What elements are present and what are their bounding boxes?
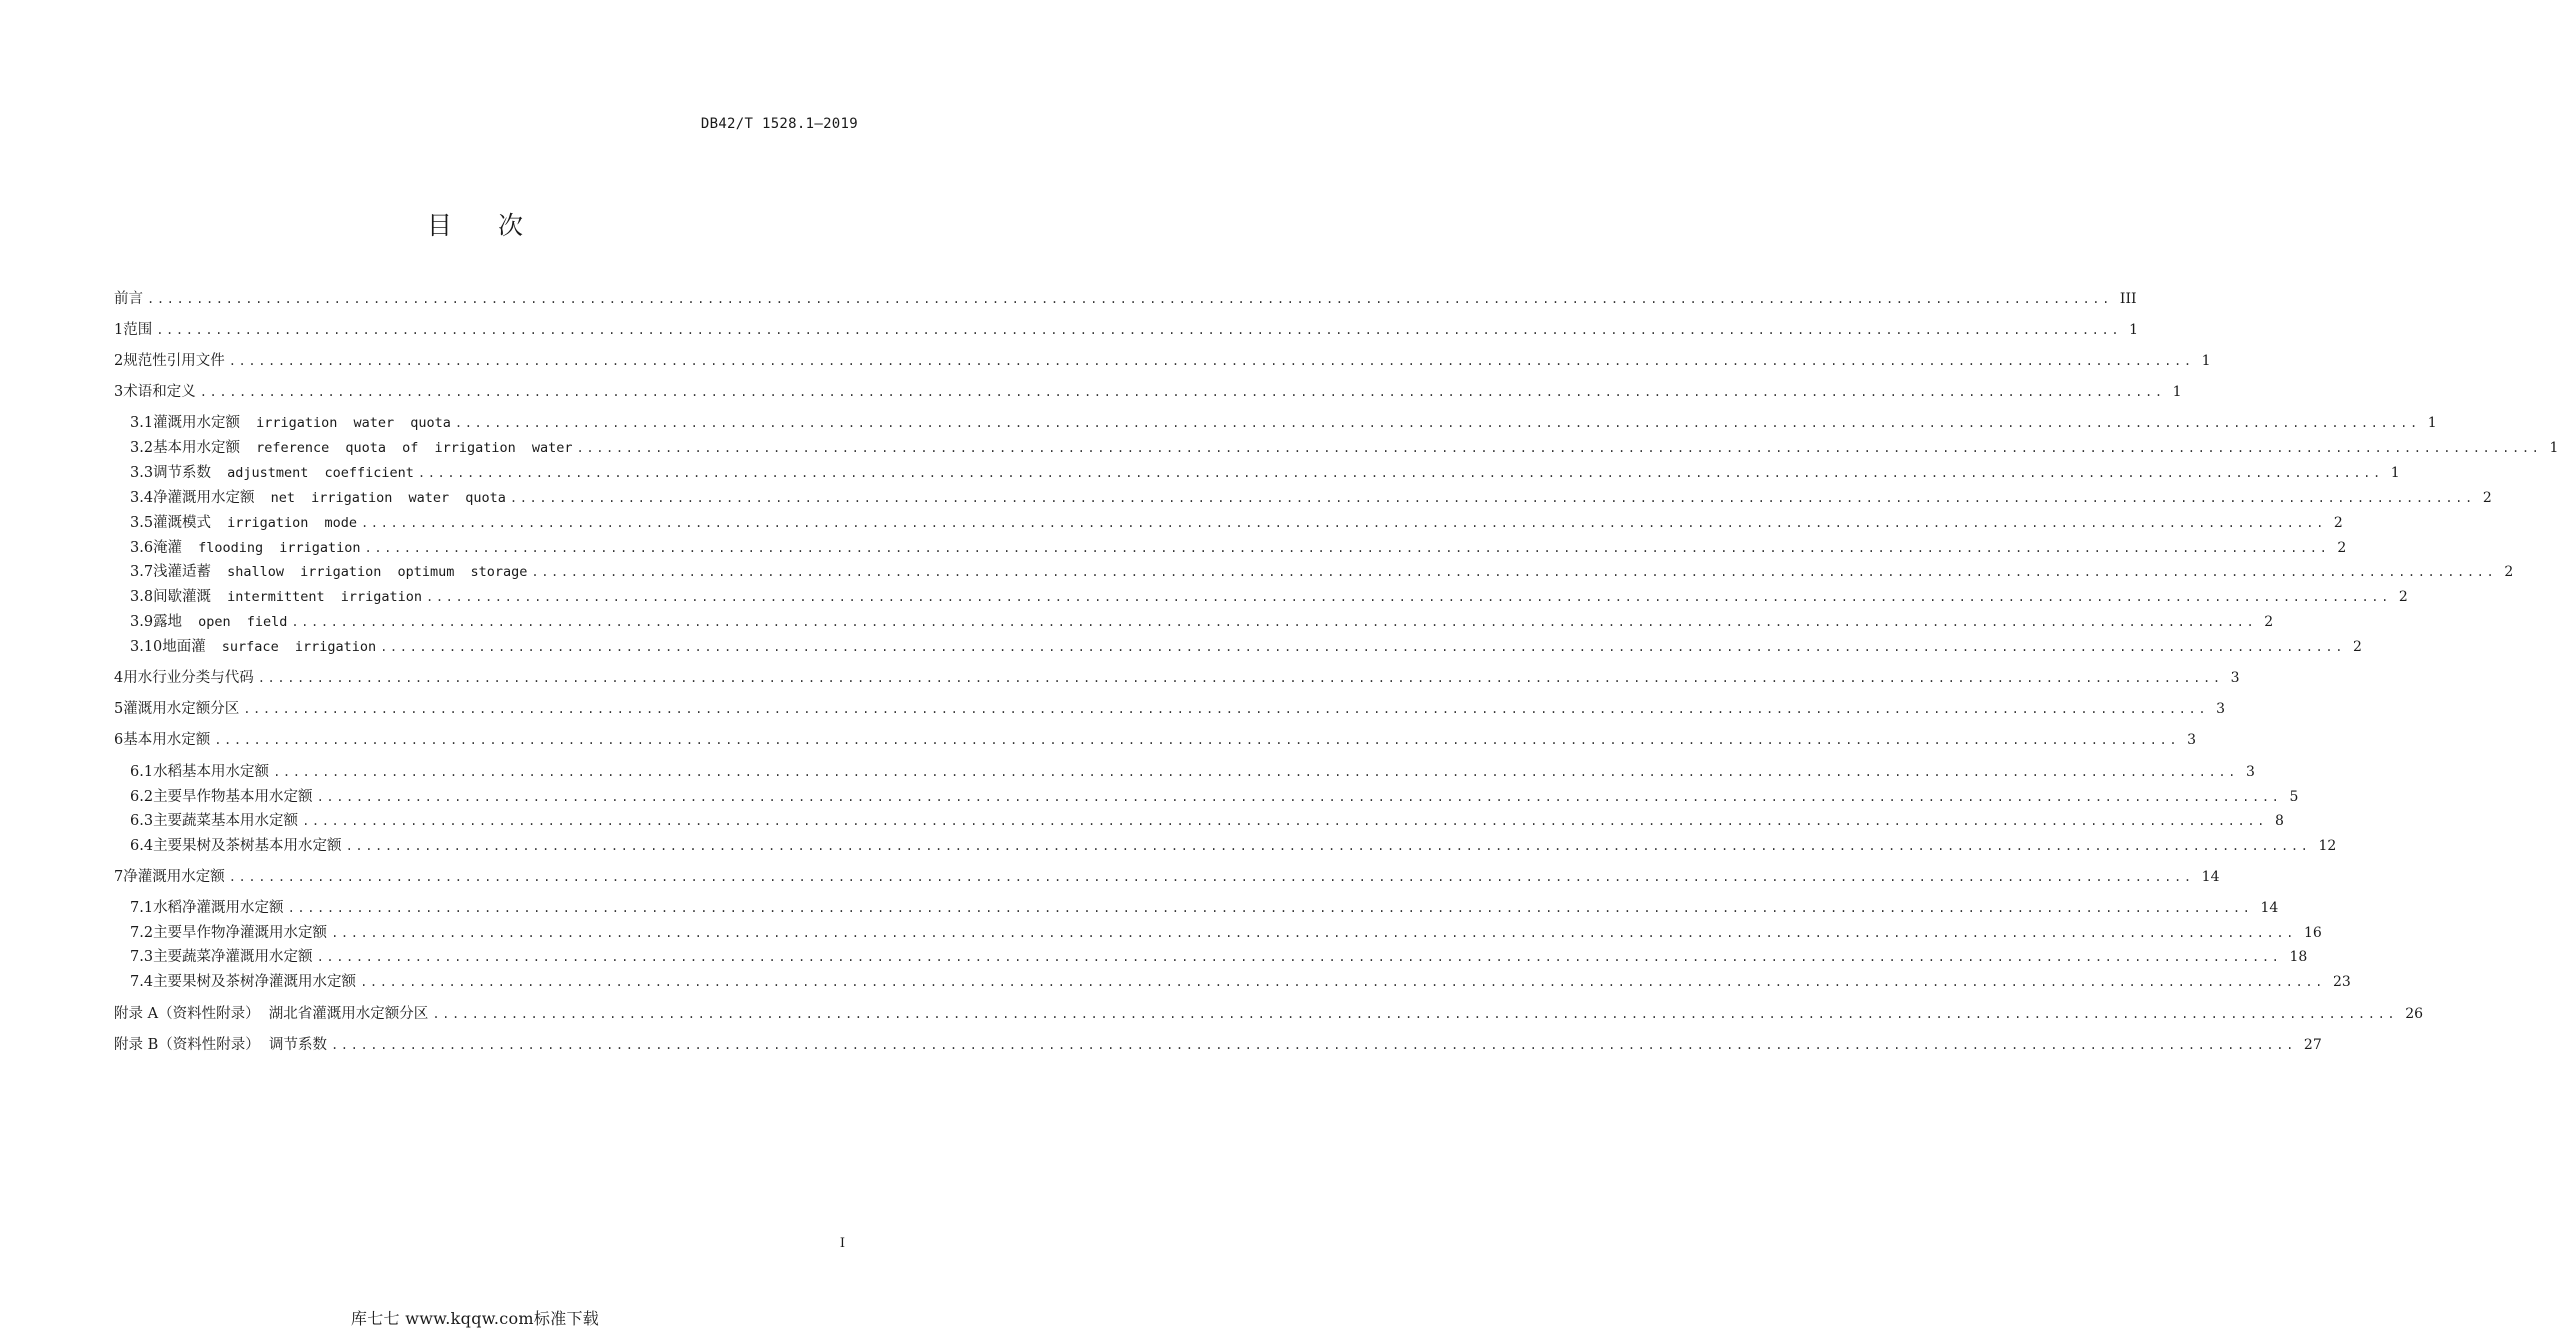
toc-entry-page: 2: [2504, 564, 2514, 580]
toc-entry-title: 间歇灌溉: [153, 589, 212, 605]
toc-entry-page: 8: [2274, 813, 2284, 829]
toc-dot-leader: ........................................................................................................................................................................................................: [576, 441, 2542, 455]
toc-entry-title: 主要蔬菜净灌溉用水定额: [153, 949, 313, 965]
toc-dot-leader: ........................................................................................................................................................................................................: [302, 814, 2267, 828]
toc-entry[interactable]: [0, 288, 2137, 310]
toc-entry-title: 主要果树及茶树基本用水定额: [153, 838, 342, 854]
toc-entry[interactable]: [0, 636, 2362, 658]
toc-dot-leader: ........................................................................................................................................................................................................: [454, 416, 2420, 430]
toc-entry-number: 3.7: [130, 564, 154, 580]
toc-entry-page: 3: [2216, 701, 2226, 717]
toc-entry-number: 3.9: [130, 614, 154, 630]
toc-entry-english-term: net irrigation water quota: [270, 490, 506, 506]
toc-entry-page: 27: [2303, 1037, 2322, 1053]
toc-entry[interactable]: [0, 561, 2514, 583]
toc-entry[interactable]: [0, 319, 2139, 341]
toc-entry-page: 12: [2318, 838, 2337, 854]
toc-entry[interactable]: [0, 810, 2284, 832]
toc-entry[interactable]: [0, 412, 2437, 434]
toc-entry[interactable]: [0, 729, 2197, 751]
toc-entry-title: 调节系数: [153, 465, 212, 481]
toc-dot-leader: ........................................................................................................................................................................................................: [273, 765, 2238, 779]
toc-entry-page: 3: [2230, 670, 2240, 686]
toc-entry-number: 6.2: [130, 789, 154, 805]
toc-entry-english-term: irrigation water quota: [256, 415, 451, 431]
toc-entry-number: 4: [114, 670, 124, 686]
toc-entry-page: 1: [2427, 415, 2437, 431]
toc-entry-title: 主要旱作物基本用水定额: [153, 789, 313, 805]
toc-entry-page: 26: [2405, 1006, 2424, 1022]
toc-entry-page: 16: [2303, 925, 2322, 941]
toc-entry-english-term: intermittent irrigation: [227, 589, 422, 605]
toc-dot-leader: ........................................................................................................................................................................................................: [360, 516, 2326, 530]
toc-entry-title: 主要旱作物净灌溉用水定额: [153, 925, 328, 941]
toc-entry-number: 3.3: [130, 465, 154, 481]
toc-entry[interactable]: [0, 971, 2351, 993]
toc-entry-page: 1: [2390, 465, 2400, 481]
toc-entry-title: 净灌溉用水定额: [153, 490, 255, 506]
toc-entry-title: 净灌溉用水定额: [123, 869, 225, 885]
toc-entry-title: 灌溉模式: [153, 515, 212, 531]
toc-entry-page: 2: [2398, 589, 2408, 605]
toc-entry[interactable]: [0, 586, 2408, 608]
toc-dot-leader: ........................................................................................................................................................................................................: [316, 950, 2282, 964]
toc-entry-title: 地面灌: [162, 639, 206, 655]
toc-entry-title: 浅灌适蓄: [153, 564, 212, 580]
toc-dot-leader: ........................................................................................................................................................................................................: [156, 323, 2122, 337]
toc-entry-title: 主要蔬菜基本用水定额: [153, 813, 299, 829]
toc-entry-page: 2: [2264, 614, 2274, 630]
toc-entry-english-term: surface irrigation: [221, 639, 377, 655]
toc-dot-leader: ........................................................................................................................................................................................................: [316, 790, 2282, 804]
toc-entry-page: 14: [2260, 900, 2279, 916]
toc-dot-leader: ........................................................................................................................................................................................................: [287, 901, 2253, 915]
toc-entry[interactable]: [0, 537, 2347, 559]
toc-entry-number: 2: [114, 353, 124, 369]
toc-entry-english-term: shallow irrigation optimum storage: [227, 564, 528, 580]
toc-entry-page: 1: [2549, 440, 2558, 456]
toc-dot-leader: ........................................................................................................................................................................................................: [509, 491, 2475, 505]
toc-entry[interactable]: [0, 512, 2343, 534]
toc-entry[interactable]: [0, 897, 2279, 919]
toc-dot-leader: ........................................................................................................................................................................................................: [228, 354, 2194, 368]
page-title: 目次: [426, 211, 569, 240]
toc-entry[interactable]: [0, 835, 2337, 857]
toc-entry-page: 2: [2337, 540, 2347, 556]
toc-entry[interactable]: [0, 350, 2211, 372]
toc-entry-page: 2: [2353, 639, 2362, 655]
toc-dot-leader: ........................................................................................................................................................................................................: [330, 1038, 2296, 1052]
toc-entry-title: 露地: [153, 614, 183, 630]
toc-entry-page: 1: [2172, 384, 2182, 400]
toc-entry[interactable]: [0, 611, 2274, 633]
toc-dot-leader: ........................................................................................................................................................................................................: [432, 1007, 2398, 1021]
toc-entry-english-term: reference quota of irrigation water: [256, 440, 573, 456]
toc-dot-leader: ........................................................................................................................................................................................................: [360, 975, 2325, 989]
toc-dot-leader: ........................................................................................................................................................................................................: [199, 385, 2165, 399]
toc-entry[interactable]: [0, 866, 2220, 888]
toc-entry-page: 14: [2201, 869, 2220, 885]
toc-entry-english-term: adjustment coefficient: [227, 465, 414, 481]
toc-entry-number: 7.1: [130, 900, 154, 916]
toc-entry-page: 23: [2332, 974, 2351, 990]
toc-dot-leader: ........................................................................................................................................................................................................: [243, 702, 2209, 716]
toc-entry-title: 淹灌: [153, 540, 183, 556]
toc-entry-title: 范围: [123, 322, 153, 338]
toc-entry-number: 5: [114, 701, 124, 717]
toc-entry[interactable]: [0, 786, 2299, 808]
toc-entry[interactable]: [0, 462, 2400, 484]
toc-entry-number: 6.4: [130, 838, 154, 854]
page-number: I: [839, 1236, 845, 1251]
toc-entry-page: 18: [2289, 949, 2308, 965]
toc-dot-leader: ........................................................................................................................................................................................................: [214, 733, 2180, 747]
toc-entry-number: 6.1: [130, 764, 154, 780]
toc-entry-number: 3.5: [130, 515, 154, 531]
toc-entry-english-term: irrigation mode: [227, 515, 357, 531]
toc-entry[interactable]: [0, 381, 2182, 403]
toc-entry[interactable]: [0, 1034, 2322, 1056]
toc-entry[interactable]: [0, 1003, 2424, 1025]
toc-dot-leader: ........................................................................................................................................................................................................: [426, 590, 2391, 604]
document-code: DB42/T 1528.1—2019: [700, 116, 858, 132]
toc-entry[interactable]: [0, 698, 2226, 720]
toc-dot-leader: ........................................................................................................................................................................................................: [364, 541, 2330, 555]
toc-entry-number: 3.6: [130, 540, 154, 556]
toc-entry[interactable]: [0, 437, 2558, 459]
toc-entry-title: 附录 B（资料性附录） 调节系数: [114, 1037, 327, 1053]
toc-entry-number: 6: [114, 732, 124, 748]
toc-entry-title: 主要果树及茶树净灌溉用水定额: [153, 974, 357, 990]
toc-entry-number: 7: [114, 869, 124, 885]
toc-entry[interactable]: [0, 487, 2492, 509]
toc-dot-leader: ........................................................................................................................................................................................................: [417, 466, 2383, 480]
toc-entry-number: 7.3: [130, 949, 154, 965]
toc-entry-title: 基本用水定额: [123, 732, 211, 748]
toc-entry-number: 3.10: [130, 639, 163, 655]
toc-entry-number: 3.8: [130, 589, 154, 605]
toc-entry[interactable]: [0, 922, 2322, 944]
toc-dot-leader: ........................................................................................................................................................................................................: [228, 870, 2194, 884]
toc-entry-number: 7.2: [130, 925, 154, 941]
toc-entry-page: 2: [2333, 515, 2343, 531]
toc-entry-title: 灌溉用水定额: [153, 415, 241, 431]
toc-entry-english-term: open field: [198, 614, 288, 630]
footer-watermark: 库七七 www.kqqw.com标准下载: [350, 1309, 600, 1328]
toc-dot-leader: ........................................................................................................................................................................................................: [257, 671, 2223, 685]
toc-entry-title: 前言: [114, 291, 143, 307]
toc-entry-english-term: flooding irrigation: [198, 540, 361, 556]
toc-dot-leader: ........................................................................................................................................................................................................: [291, 615, 2257, 629]
toc-entry[interactable]: [0, 761, 2255, 783]
toc-entry-page: 1: [2129, 322, 2139, 338]
toc-entry-number: 1: [114, 322, 124, 338]
toc-entry-title: 水稻净灌溉用水定额: [153, 900, 284, 916]
toc-entry-title: 水稻基本用水定额: [153, 764, 270, 780]
toc-entry-number: 3.2: [130, 440, 154, 456]
toc-dot-leader: ........................................................................................................................................................................................................: [147, 292, 2112, 306]
toc-entry-number: 3.4: [130, 490, 154, 506]
toc-entry-number: 3: [114, 384, 124, 400]
toc-entry-title: 基本用水定额: [153, 440, 241, 456]
toc-entry-title: 附录 A（资料性附录） 湖北省灌溉用水定额分区: [114, 1006, 429, 1022]
toc-dot-leader: ........................................................................................................................................................................................................: [345, 839, 2311, 853]
toc-dot-leader: ........................................................................................................................................................................................................: [531, 565, 2497, 579]
toc-entry-page: 1: [2201, 353, 2211, 369]
toc-entry-number: 6.3: [130, 813, 154, 829]
toc-entry[interactable]: [0, 667, 2240, 689]
toc-entry-page: 3: [2245, 764, 2255, 780]
toc-entry-page: 3: [2187, 732, 2197, 748]
toc-dot-leader: ........................................................................................................................................................................................................: [380, 640, 2346, 654]
toc-entry-title: 灌溉用水定额分区: [123, 701, 240, 717]
toc-entry-title: 用水行业分类与代码: [123, 670, 254, 686]
toc-entry-title: 术语和定义: [123, 384, 196, 400]
toc-entry-title: 规范性引用文件: [123, 353, 225, 369]
toc-entry-page: 2: [2482, 490, 2492, 506]
toc-entry-page: 5: [2289, 789, 2299, 805]
toc-entry[interactable]: [0, 946, 2308, 968]
toc-entry-number: 7.4: [130, 974, 154, 990]
toc-entry-page: III: [2119, 291, 2137, 307]
toc-dot-leader: ........................................................................................................................................................................................................: [331, 926, 2296, 940]
toc-entry-number: 3.1: [130, 415, 154, 431]
